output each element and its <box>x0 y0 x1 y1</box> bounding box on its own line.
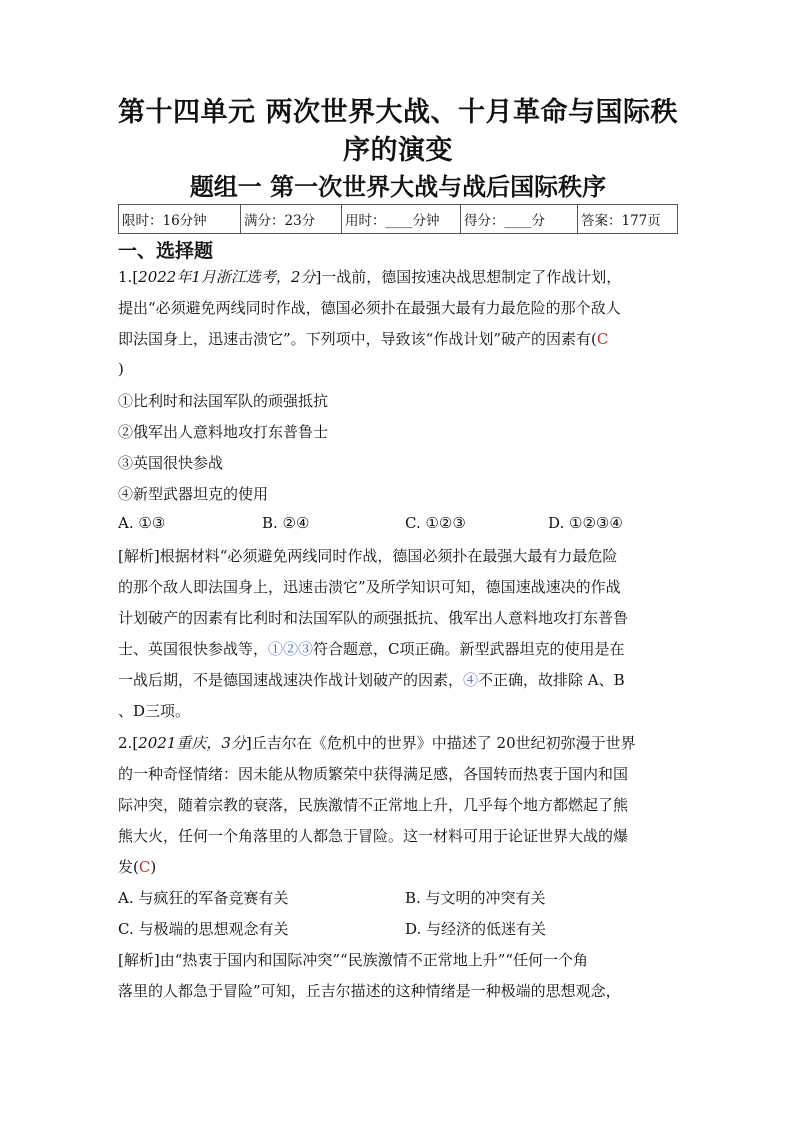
q2-answer: C <box>138 858 151 876</box>
unit-title-line2: 序的演变 <box>343 135 453 166</box>
score-cell: 得分：____分 <box>461 205 578 234</box>
group-subtitle: 题组一 第一次世界大战与战后国际秩序 <box>189 173 607 201</box>
q2-option-c: C. 与极端的思想观念有关 <box>118 920 289 938</box>
q2-line4: 熊大火，任何一个角落里的人都急于冒险。这一材料可用于论证世界大战的爆 <box>118 827 629 845</box>
q2-source: 2021重庆，3分 <box>138 734 246 752</box>
q1-analysis-line1: [解析]根据材料“必须避免两线同时作战，德国必须扑在最强大最有力最危险 <box>118 547 618 565</box>
q1-analysis-highlight-2: ④ <box>463 671 479 689</box>
unit-title <box>118 94 678 170</box>
unit-title-line1: 第十四单元 两次世界大战、十月革命与国际秩 <box>118 97 678 128</box>
q2-analysis-line2: 落里的人都急于冒险”可知，丘吉尔描述的这种情绪是一种极端的思想观念， <box>118 982 621 1000</box>
q1-line2: 提出“必须避免两线同时作战，德国必须扑在最强大最有力最危险的那个敌人 <box>118 299 621 317</box>
q1-line4: ) <box>118 360 124 378</box>
q1-item-4: ④新型武器坦克的使用 <box>118 485 269 503</box>
q2-line5: 发(C) <box>118 858 157 876</box>
q1-item-1: ①比利时和法国军队的顽强抵抗 <box>118 392 329 410</box>
q1-number: 1. <box>118 268 133 286</box>
q1-option-c: C. ①②③ <box>405 514 466 532</box>
q2-line2: 的一种奇怪情绪：因未能从物质繁荣中获得满足感，各国转而热衷于国内和国 <box>118 765 629 783</box>
q1-option-d: D. ①②③④ <box>548 514 623 532</box>
q2-number: 2. <box>118 734 133 752</box>
q2-line1: 2.[2021重庆，3分]丘吉尔在《危机中的世界》中描述了 20世纪初弥漫于世界 <box>118 734 636 752</box>
q1-analysis-highlight-1: ①②③ <box>268 640 314 658</box>
q1-item-3: ③英国很快参战 <box>118 454 224 472</box>
q1-line3: 即法国身上，迅速击溃它”。下列项中，导致该“作战计划”破产的因素有(C <box>118 330 609 348</box>
full-score-cell: 满分：23分 <box>241 205 342 234</box>
time-used-cell: 用时：____分钟 <box>342 205 461 234</box>
q2-line3: 际冲突，随着宗教的衰落，民族激情不正常地上升，几乎每个地方都燃起了熊 <box>118 796 629 814</box>
q2-option-d: D. 与经济的低迷有关 <box>405 920 547 938</box>
q1-source: 2022年1月浙江选考，2分 <box>138 268 316 286</box>
q1-analysis-line6: 、D三项。 <box>118 702 191 720</box>
q1-option-b: B. ②④ <box>262 514 310 532</box>
answer-page-cell: 答案：177页 <box>578 205 678 234</box>
time-limit-cell: 限时：16分钟 <box>119 205 241 234</box>
q1-stem-text: 一战前，德国按速决战思想制定了作战计划， <box>321 268 622 286</box>
info-row <box>119 205 678 234</box>
q1-answer: C <box>596 330 609 348</box>
q1-line1: 1.[2022年1月浙江选考，2分]一战前，德国按速决战思想制定了作战计划， <box>118 268 622 286</box>
q2-stem-text: 丘吉尔在《危机中的世界》中描述了 20世纪初弥漫于世界 <box>251 734 636 752</box>
q2-analysis-line1: [解析]由“热衷于国内和国际冲突”“民族激情不正常地上升”“任何一个角 <box>118 951 589 969</box>
info-table <box>118 204 678 234</box>
q2-option-a: A. 与疯狂的军备竞赛有关 <box>118 889 289 907</box>
q1-item-2: ②俄军出人意料地攻打东普鲁士 <box>118 423 329 441</box>
q1-analysis-line3: 计划破产的因素有比利时和法国军队的顽强抵抗、俄军出人意料地攻打东普鲁 <box>118 609 629 627</box>
section-title: 一、选择题 <box>118 240 214 262</box>
q1-analysis-line4: 士、英国很快参战等，①②③符合题意，C项正确。新型武器坦克的使用是在 <box>118 640 625 658</box>
q1-option-a: A. ①③ <box>118 514 166 532</box>
q2-option-b: B. 与文明的冲突有关 <box>405 889 546 907</box>
q1-analysis-line5: 一战后期，不是德国速战速决作战计划破产的因素，④不正确，故排除 A、B <box>118 671 625 689</box>
q1-analysis-line2: 的那个敌人即法国身上，迅速击溃它”及所学知识可知，德国速战速决的作战 <box>118 578 621 596</box>
